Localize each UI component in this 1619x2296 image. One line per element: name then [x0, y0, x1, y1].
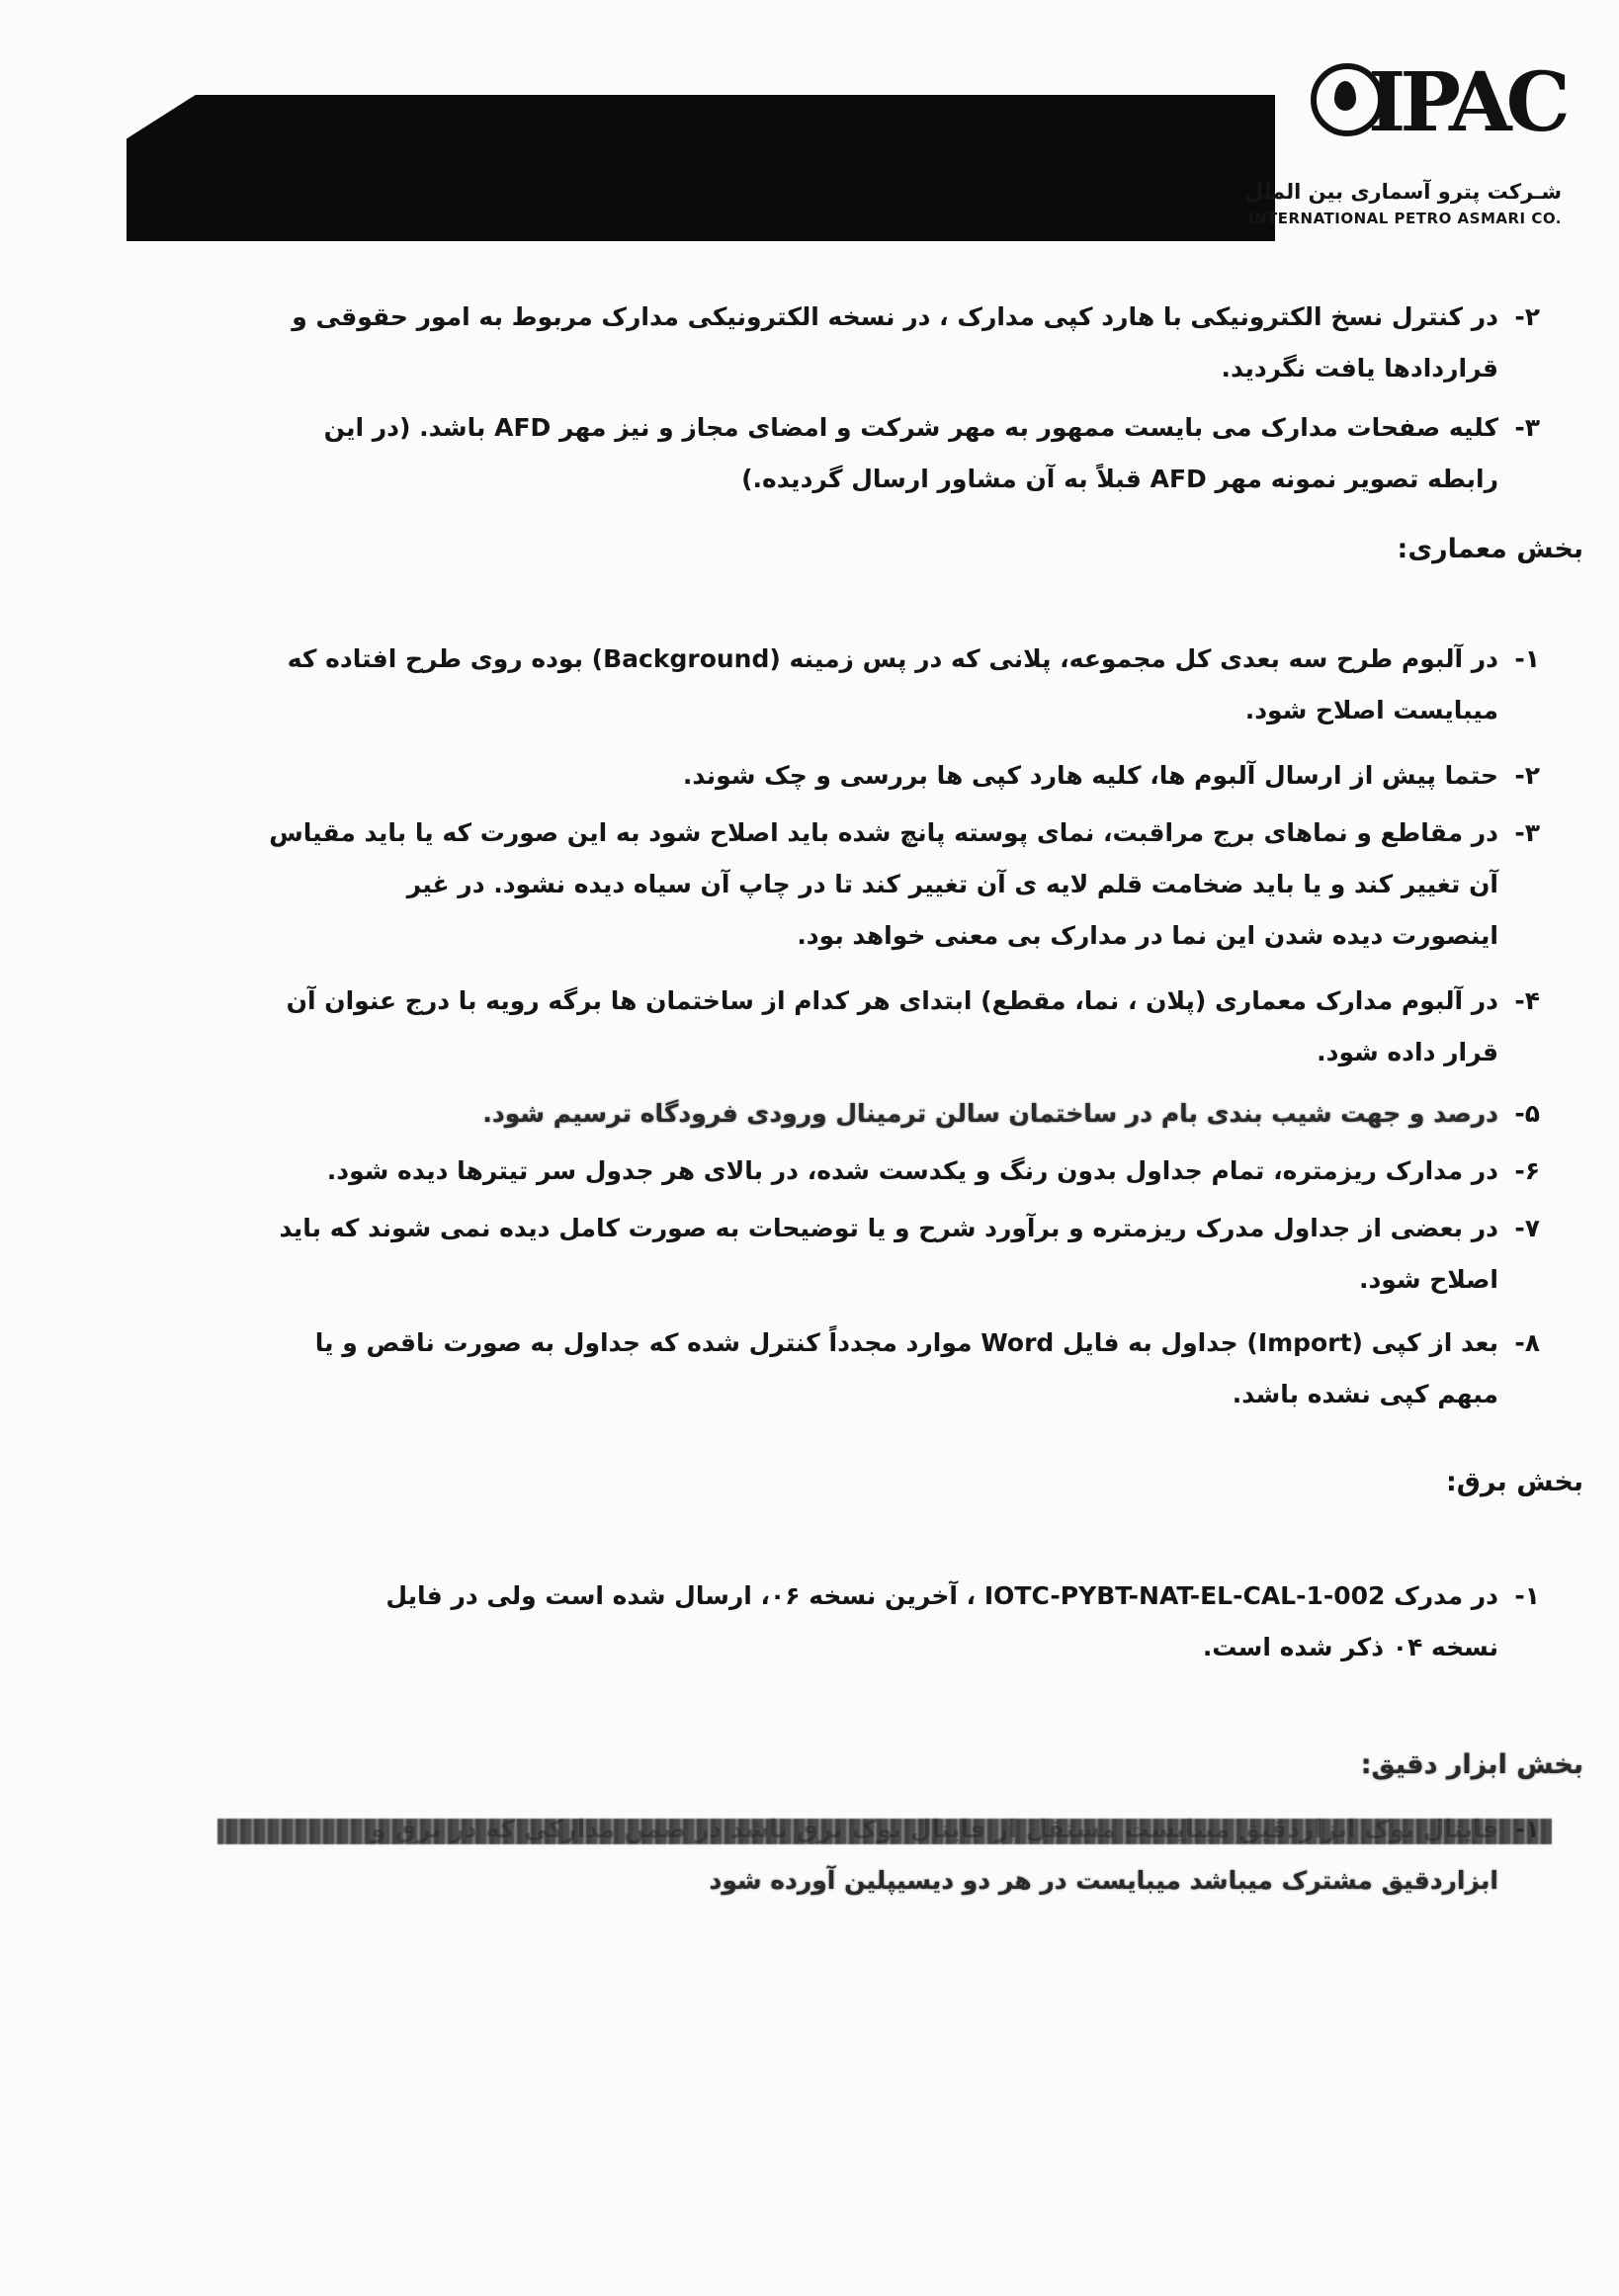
- item-number: ۱-: [1514, 1815, 1540, 1843]
- item-number: ۴-: [1514, 986, 1540, 1015]
- item-line: مبهم کپی نشده باشد.: [1232, 1380, 1498, 1408]
- item-line: نسخه ۰۴ ذکر شده است.: [1202, 1633, 1498, 1661]
- item-number: ۲-: [1514, 302, 1540, 331]
- architecture-heading: بخش معماری:: [1397, 534, 1583, 564]
- company-logo: [1244, 55, 1579, 247]
- item-line: آن تغییر کند و یا باید ضخامت قلم لایه ی آن تغییر کند تا در چاپ آن سیاه دیده نشود. در غیر: [406, 870, 1498, 898]
- item-number: ۷-: [1514, 1214, 1540, 1242]
- electrical-section: [176, 1581, 1540, 1700]
- item-number: ۳-: [1514, 413, 1540, 442]
- item-line: قرار داده شود.: [1317, 1038, 1498, 1066]
- item-number: ۱-: [1514, 644, 1540, 673]
- item-line: در بعضی از جداول مدرک ریزمتره و برآورد شرح و یا توضیحات به صورت کامل دیده نمی شوند که باید: [279, 1214, 1498, 1242]
- general-section: [176, 302, 1540, 550]
- item-line: حتما پیش از ارسال آلبوم ها، کلیه هارد کپی ها بررسی و چک شوند.: [682, 761, 1498, 790]
- item-line: ابزاردقیق مشترک میباشد میبایست در هر دو دیسیپلین آورده شود: [709, 1866, 1498, 1895]
- item-line: در مدرک IOTC-PYBT-NAT-EL-CAL-1-002 ، آخرین نسخه ۰۶، ارسال شده است ولی در فایل: [385, 1581, 1498, 1610]
- item-line: رابطه تصویر نمونه مهر AFD قبلاً به آن مشاور ارسال گردیده.): [741, 465, 1498, 493]
- item-number: ۲-: [1514, 761, 1540, 790]
- item-line: اصلاح شود.: [1358, 1265, 1498, 1294]
- header-black-band: [127, 95, 1275, 241]
- item-line: فاینال بوک ابزاردقیق میبایست مستقل از فاینال بوک برق باشد در ضمن مدارکی که در برق و: [371, 1815, 1498, 1843]
- item-line: اینصورت دیده شدن این نما در مدارک بی معنی خواهد بود.: [797, 921, 1498, 950]
- architecture-section: [176, 644, 1540, 1435]
- item-line: در آلبوم طرح سه بعدی کل مجموعه، پلانی که در پس زمینه (Background) بوده روی طرح افتاده که: [287, 644, 1498, 673]
- item-number: ۱-: [1514, 1581, 1540, 1610]
- item-number: ۶-: [1514, 1156, 1540, 1185]
- item-line: قراردادها یافت نگردید.: [1221, 354, 1498, 383]
- item-number: ۵-: [1514, 1099, 1540, 1128]
- instrumentation-heading: بخش ابزار دقیق:: [1360, 1749, 1583, 1780]
- item-line: میبایست اصلاح شود.: [1244, 696, 1498, 724]
- item-line: کلیه صفحات مدارک می بایست ممهور به مهر شرکت و امضای مجاز و نیز مهر AFD باشد. (در این: [323, 413, 1498, 442]
- logo-brand-text: IPAC: [1368, 55, 1565, 150]
- item-line: در مقاطع و نماهای برج مراقبت، نمای پوسته پانچ شده باید اصلاح شود به این صورت که یا باید مقیاس: [269, 818, 1498, 847]
- electrical-heading: بخش برق:: [1445, 1467, 1583, 1497]
- item-number: ۳-: [1514, 818, 1540, 847]
- logo-english-name: INTERNATIONAL PETRO ASMARI CO.: [1247, 210, 1562, 227]
- item-line: درصد و جهت شیب بندی بام در ساختمان سالن ترمینال ورودی فرودگاه ترسیم شود.: [482, 1099, 1498, 1128]
- instrumentation-section: [176, 1815, 1540, 1933]
- item-line: بعد از کپی (Import) جداول به فایل Word موارد مجدداً کنترل شده که جداول به صورت ناقص و یا: [314, 1328, 1498, 1357]
- item-number: ۸-: [1514, 1328, 1540, 1357]
- item-line: در کنترل نسخ الکترونیکی با هارد کپی مدارک ، در نسخه الکترونیکی مدارک مربوط به امور حقوقی و: [292, 302, 1498, 331]
- item-line: در مدارک ریزمتره، تمام جداول بدون رنگ و یکدست شده، در بالای هر جدول سر تیترها دیده شود.: [326, 1156, 1498, 1185]
- logo-persian-name: شـركت پترو آسماری بین الملل: [1244, 180, 1562, 204]
- item-line: در آلبوم مدارک معماری (پلان ، نما، مقطع) ابتدای هر کدام از ساختمان ها برگه رویه با درج عنوان آن: [286, 986, 1498, 1015]
